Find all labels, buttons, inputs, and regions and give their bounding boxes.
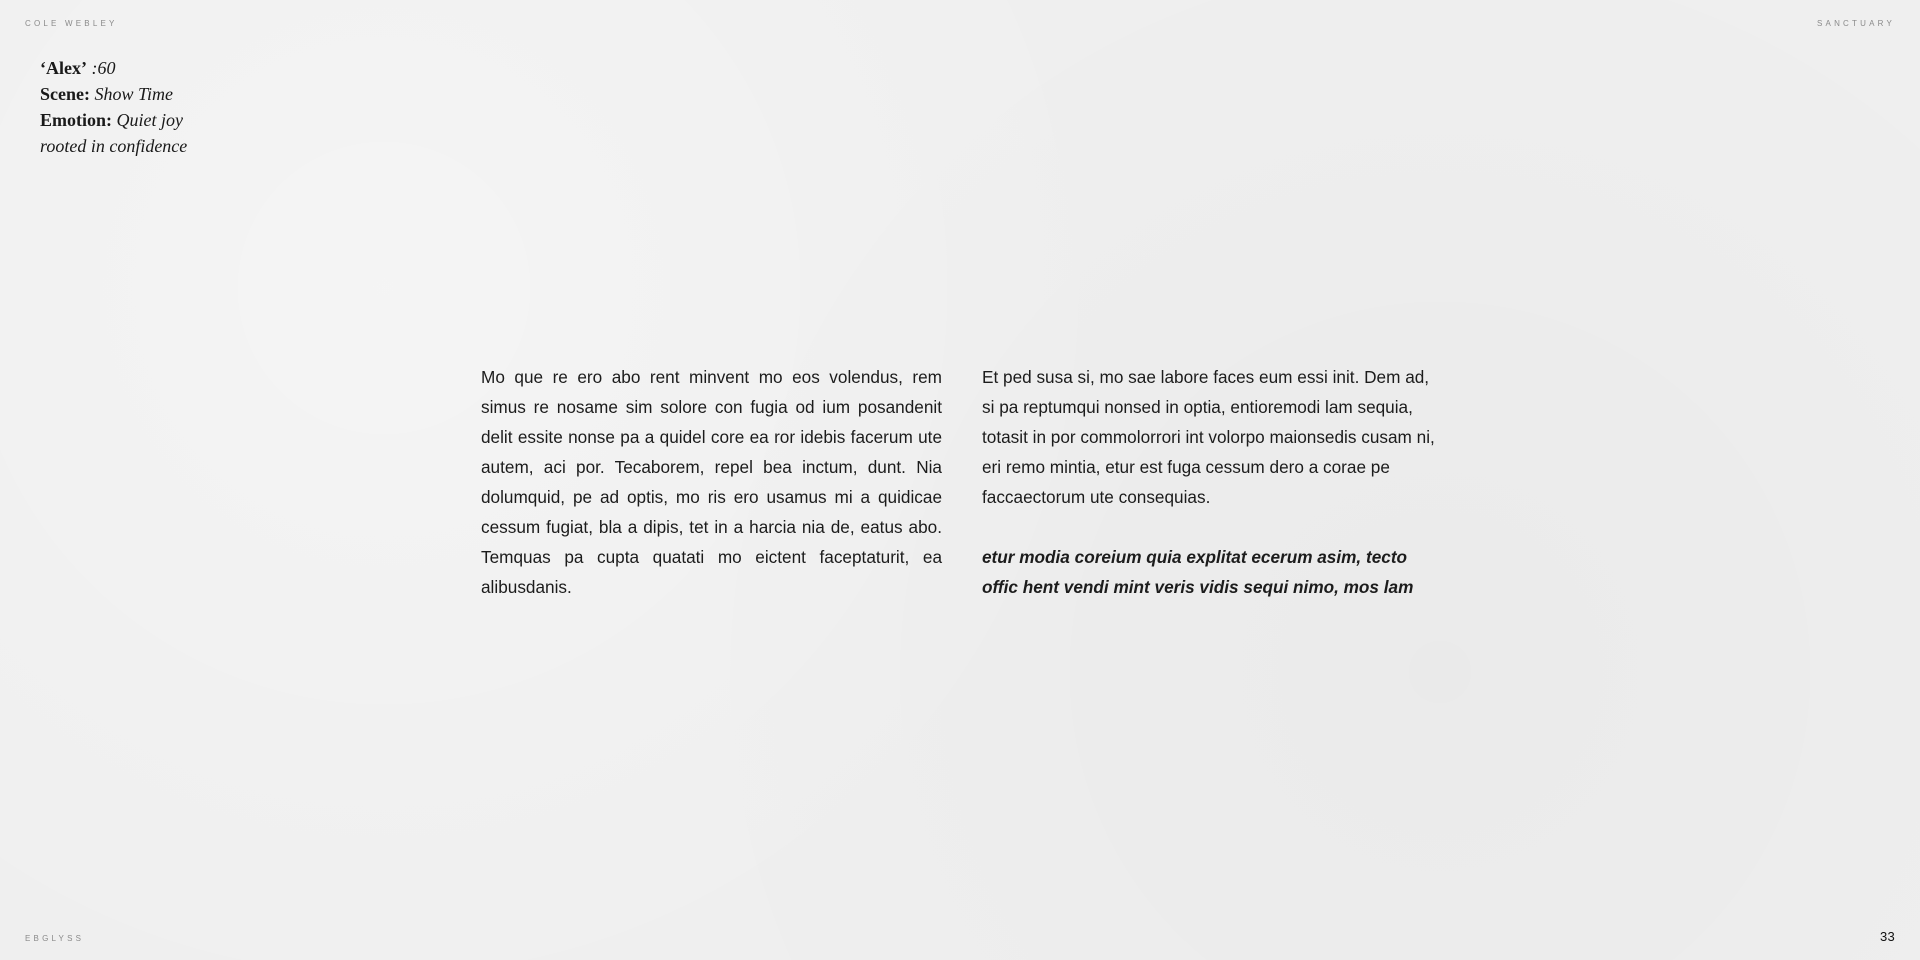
meta-scene-key: Scene: [40, 84, 90, 104]
body-paragraph-right: Et ped susa si, mo sae labore faces eum essi init. Dem ad, si pa reptumqui nonsed in optia, entioremodi lam sequia, totasit in por commolorrori int volorpo maionsedis cusam ni, eri remo mintia, etur est fuga cessum dero a corae pe faccaectorum ute consequias. [982, 367, 1435, 507]
scene-meta-block [40, 55, 187, 159]
meta-emotion-line-2 [40, 133, 187, 159]
footer-brand-label: EBGLYSS [25, 934, 85, 943]
body-column-right [982, 362, 1443, 602]
meta-scene-value: Show Time [94, 84, 173, 104]
meta-emotion-key: Emotion: [40, 110, 112, 130]
body-emphasis-paragraph: etur modia coreium quia explitat ecerum asim, tecto offic hent vendi mint veris vidis sequi nimo, mos lam [982, 547, 1414, 597]
meta-scene-line [40, 81, 187, 107]
header-section-label: SANCTUARY [1817, 19, 1895, 28]
body-columns [481, 362, 1443, 602]
body-paragraph-left: Mo que re ero abo rent minvent mo eos volendus, rem simus re nosame sim solore con fugia od ium posandenit delit essite nonse pa a quidel core ea ror idebis facerum ute autem, aci por. Tecaborem, repel bea inctum, dunt. Nia dolumquid, pe ad optis, mo ris ero usamus mi a quidicae cessum fugiat, bla a dipis, tet in a harcia nia de, eatus abo. Temquas pa cupta quatati mo eictent faceptaturit, ea alibusdanis. [481, 367, 942, 597]
meta-title-value: :60 [91, 58, 116, 78]
paragraph-spacer [982, 512, 1443, 542]
body-column-left [481, 362, 942, 602]
page-number: 33 [1879, 929, 1895, 944]
meta-emotion-line [40, 107, 187, 133]
meta-emotion-value: Quiet joy [116, 110, 183, 130]
meta-title-key: ‘Alex’ [40, 58, 87, 78]
meta-title-line [40, 55, 187, 81]
meta-emotion-value-continued: rooted in confidence [40, 136, 188, 156]
header-author-label: COLE WEBLEY [25, 19, 118, 28]
